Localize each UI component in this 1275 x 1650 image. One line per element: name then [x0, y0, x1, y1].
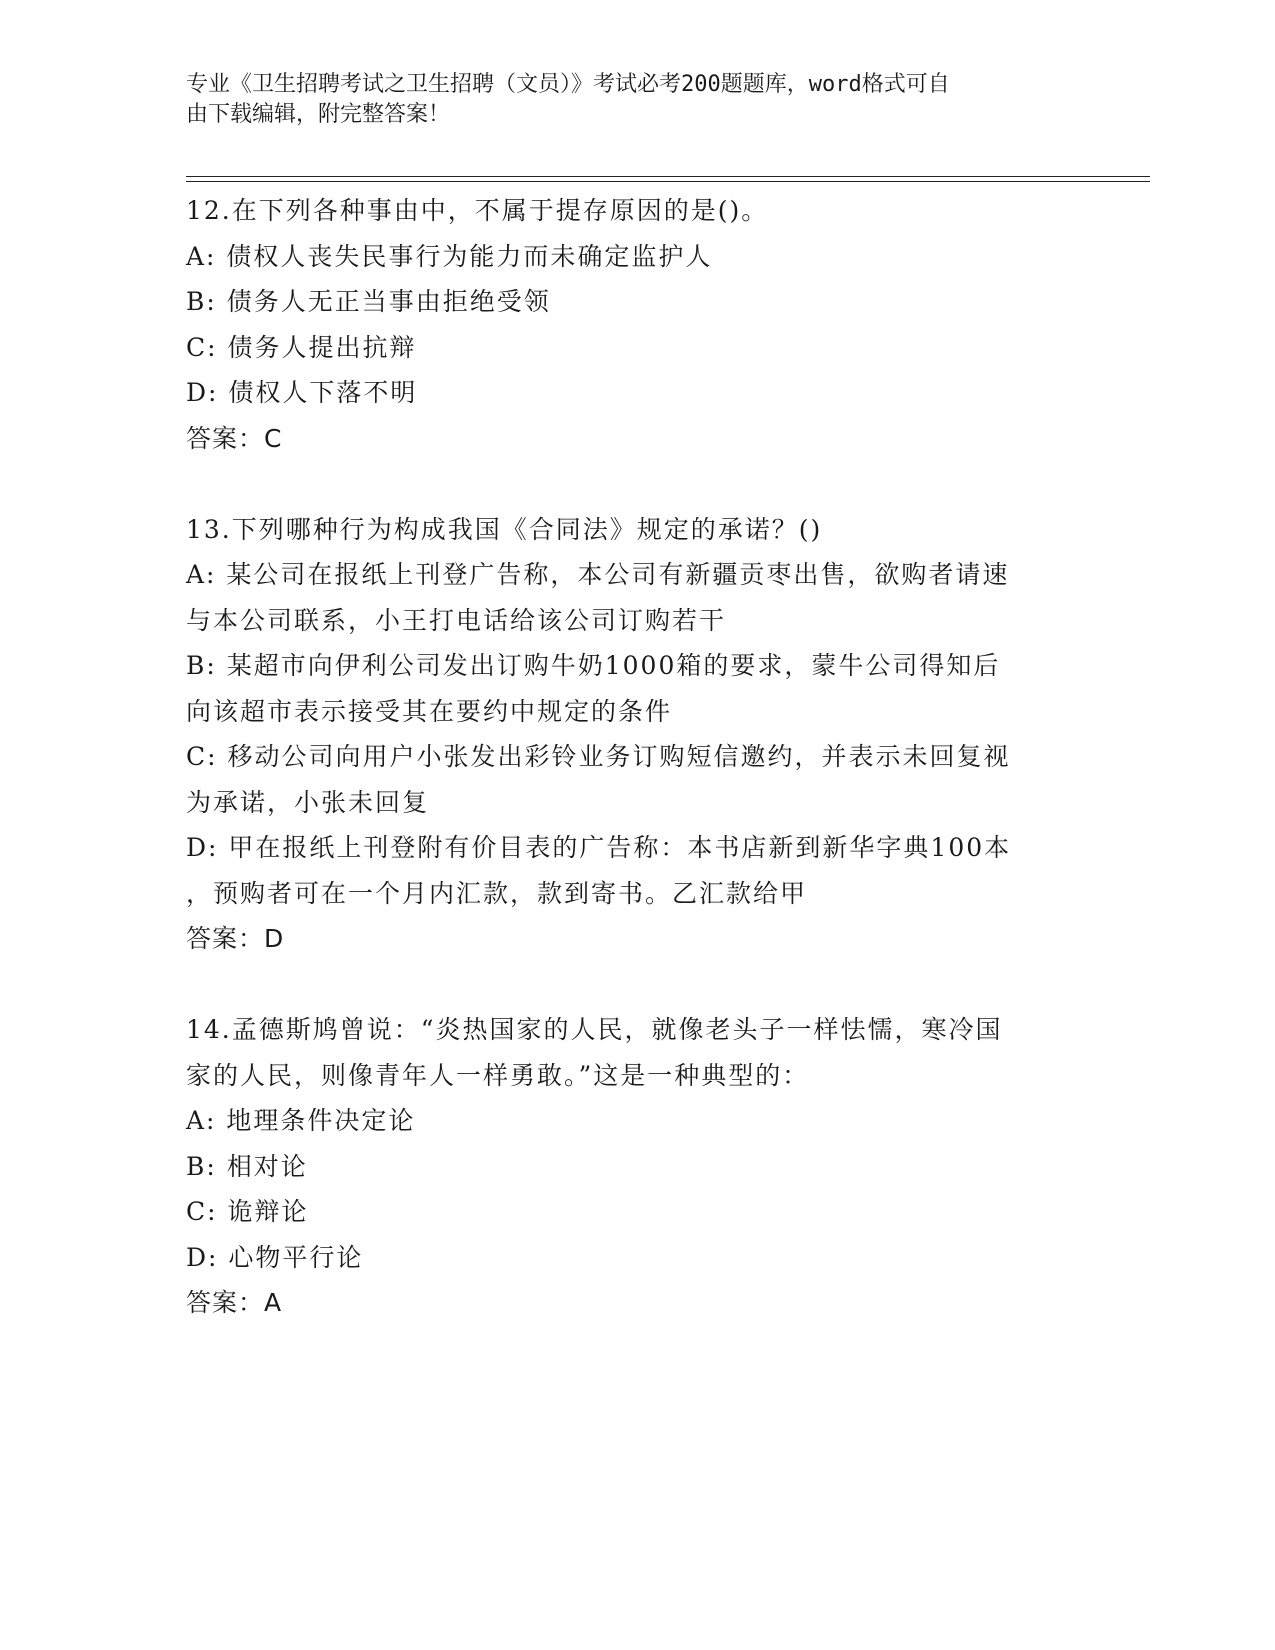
- option-d: D: 甲在报纸上刊登附有价目表的广告称：本书店新到新华字典100本: [186, 833, 1012, 862]
- question-13: [186, 507, 1086, 962]
- question-stem: 13.下列哪种行为构成我国《合同法》规定的承诺？(): [186, 514, 823, 544]
- header-line-1: 专业《卫生招聘考试之卫生招聘（文员）》考试必考200题题库，word格式可自: [186, 72, 950, 97]
- option-a-continued: 与本公司联系，小王打电话给该公司订购若干: [186, 605, 727, 635]
- option-b: B: 债务人无正当事由拒绝受领: [186, 287, 551, 316]
- answer: 答案：A: [186, 1288, 283, 1317]
- option-c: C: 债务人提出抗辩: [186, 332, 417, 362]
- question-list: [186, 188, 1086, 1326]
- question-12: [186, 188, 1086, 461]
- answer: 答案：D: [186, 924, 285, 953]
- question-stem-continued: 家的人民，则像青年人一样勇敢。”这是一种典型的：: [186, 1060, 810, 1090]
- option-a: A: 地理条件决定论: [186, 1106, 416, 1135]
- option-b: B: 某超市向伊利公司发出订购牛奶1000箱的要求，蒙牛公司得知后: [186, 651, 1001, 680]
- option-c-continued: 为承诺，小张未回复: [186, 787, 430, 817]
- option-c: C: 诡辩论: [186, 1197, 309, 1226]
- option-d: D: 债权人下落不明: [186, 378, 418, 407]
- document-header: [186, 70, 1066, 130]
- option-d: D: 心物平行论: [186, 1242, 364, 1272]
- answer: 答案：C: [186, 423, 283, 453]
- option-a: A: 债权人丧失民事行为能力而未确定监护人: [186, 241, 713, 271]
- question-stem: 14.孟德斯鸠曾说：“炎热国家的人民，就像老头子一样怯懦，寒冷国: [186, 1015, 1003, 1044]
- header-divider-top: [186, 176, 1150, 177]
- option-d-continued: ，预购者可在一个月内汇款，款到寄书。乙汇款给甲: [186, 878, 808, 908]
- option-a: A: 某公司在报纸上刊登广告称，本公司有新疆贡枣出售，欲购者请速: [186, 560, 1010, 589]
- question-14: [186, 1007, 1086, 1326]
- header-line-2: 由下载编辑，附完整答案！: [186, 102, 451, 127]
- header-divider-bottom: [186, 181, 1150, 182]
- question-stem: 12.在下列各种事由中，不属于提存原因的是()。: [186, 196, 769, 225]
- option-b: B: 相对论: [186, 1151, 308, 1181]
- option-c: C: 移动公司向用户小张发出彩铃业务订购短信邀约，并表示未回复视: [186, 742, 1011, 771]
- option-b-continued: 向该超市表示接受其在要约中规定的条件: [186, 696, 673, 726]
